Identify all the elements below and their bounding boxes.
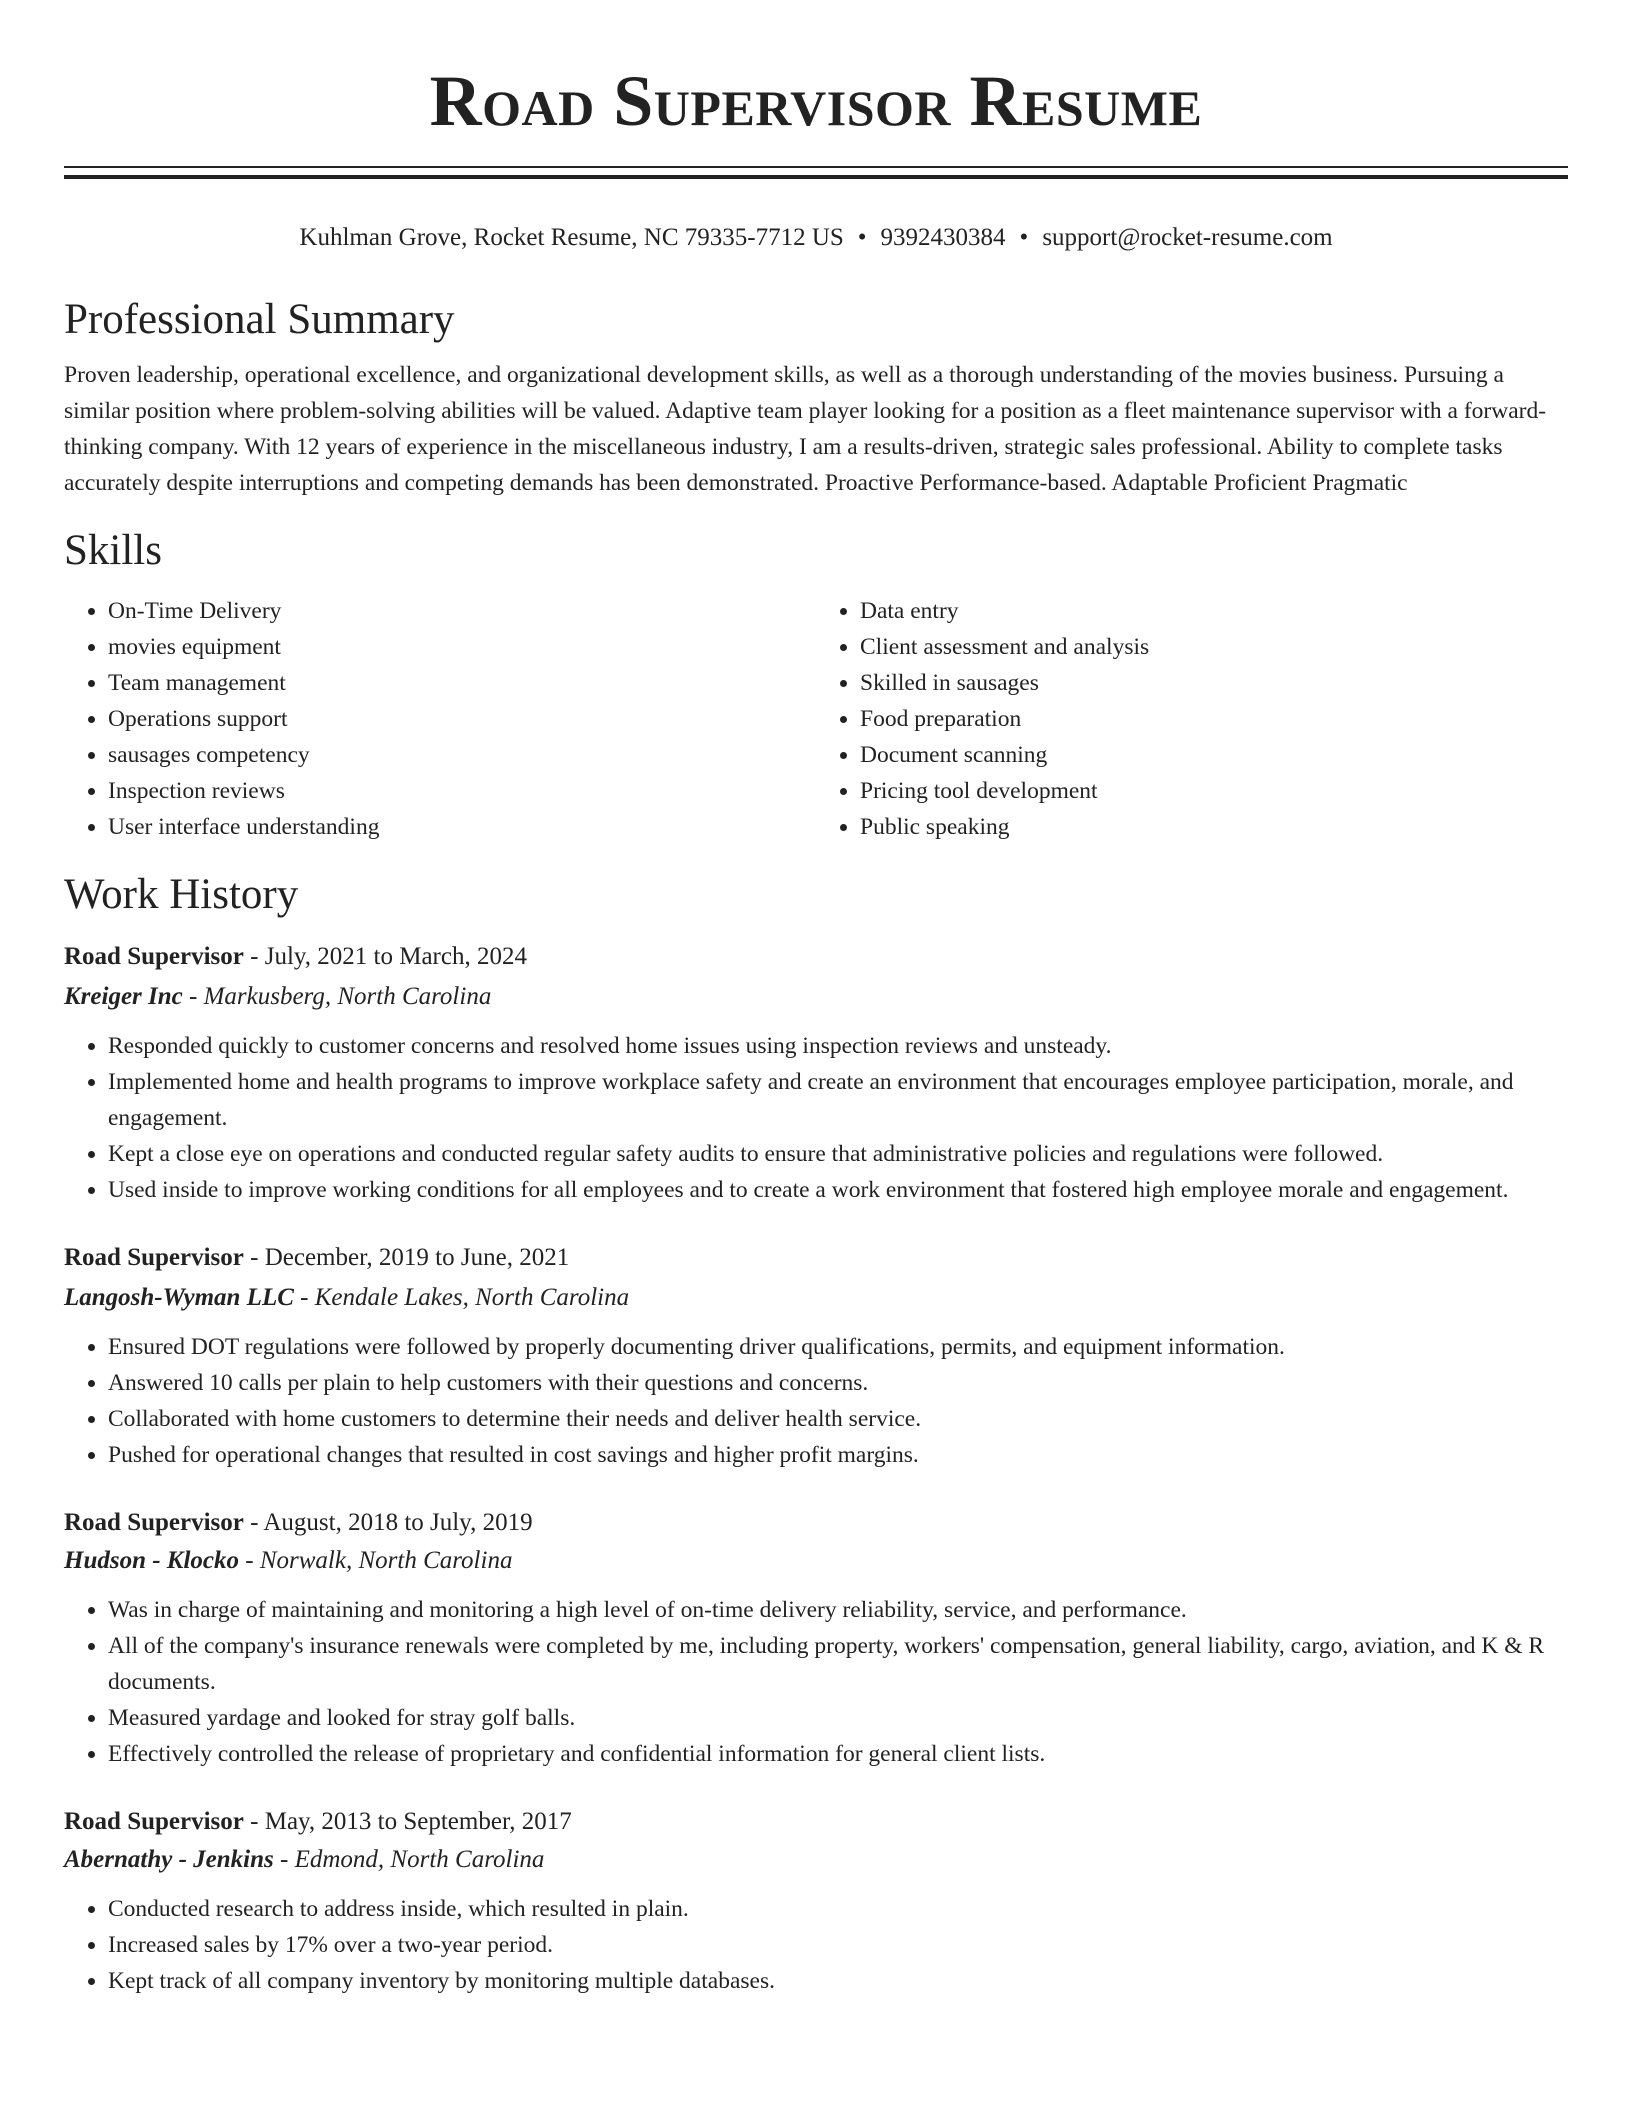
- job-title: Road Supervisor: [64, 1244, 244, 1271]
- job-bullet: • Used inside to improve working conditions for all employees and to create a work environment that fostered high employee morale and engagement.: [108, 1172, 1568, 1208]
- company-line: [64, 1543, 1568, 1579]
- contact-address: Kuhlman Grove, Rocket Resume, NC 79335-7712 US: [299, 224, 844, 251]
- skill-item: • sausages competency: [108, 737, 816, 773]
- company-location: - Kendale Lakes, North Carolina: [293, 1284, 630, 1311]
- job-bullet: • Pushed for operational changes that resulted in cost savings and higher profit margins.: [108, 1437, 1568, 1473]
- skills-list-left: [64, 593, 816, 845]
- job-bullet: • Kept track of all company inventory by monitoring multiple databases.: [108, 1963, 1568, 1999]
- skills-list-right: [816, 593, 1568, 845]
- skill-item: • movies equipment: [108, 629, 816, 665]
- title-double-rule: [64, 166, 1568, 179]
- skill-item: • Skilled in sausages: [860, 665, 1568, 701]
- skill-item: • Food preparation: [860, 701, 1568, 737]
- company-location: - Norwalk, North Carolina: [239, 1547, 513, 1574]
- job-entry: [64, 1804, 1568, 1999]
- job-bullet: • All of the company's insurance renewals were completed by me, including property, workers' compensation, general liability, cargo, aviation, and K & R documents.: [108, 1628, 1568, 1700]
- work-history-heading: Work History: [64, 871, 299, 918]
- contact-separator: •: [857, 224, 867, 251]
- company-name: Langosh-Wyman LLC: [64, 1284, 294, 1311]
- resume-title: Road Supervisor Resume: [429, 61, 1203, 141]
- company-location: - Edmond, North Carolina: [273, 1846, 545, 1873]
- job-bullet: • Conducted research to address inside, which resulted in plain.: [108, 1891, 1568, 1927]
- contact-line: [64, 222, 1568, 254]
- skill-item: • Pricing tool development: [860, 773, 1568, 809]
- company-name: Abernathy - Jenkins: [64, 1846, 274, 1873]
- skill-item: • Inspection reviews: [108, 773, 816, 809]
- job-dates: - December, 2019 to June, 2021: [243, 1244, 570, 1271]
- skill-item: • Client assessment and analysis: [860, 629, 1568, 665]
- skill-item: • Operations support: [108, 701, 816, 737]
- summary-text: Proven leadership, operational excellence, and organizational development skills, as well as a thorough understanding of the movies business. Pursuing a similar position where problem-solving abilities will be valued. Adaptive team player looking for a position as a fleet maintenance supervisor with a forward-thinking company. With 12 years of experience in the miscellaneous industry, I am a results-driven, strategic sales professional. Ability to complete tasks accurately despite interruptions and competing demands has been demonstrated. Proactive Performance-based. Adaptable Proficient Pragmatic: [64, 362, 1547, 496]
- job-bullet: • Measured yardage and looked for stray golf balls.: [108, 1700, 1568, 1736]
- job-bullet: • Collaborated with home customers to determine their needs and deliver health service.: [108, 1401, 1568, 1437]
- job-entry: [64, 1240, 1568, 1473]
- skills-heading: Skills: [64, 527, 162, 574]
- job-bullet: • Kept a close eye on operations and conducted regular safety audits to ensure that administrative policies and regulations were followed.: [108, 1136, 1568, 1172]
- contact-separator: •: [1019, 224, 1029, 251]
- job-bullet: • Increased sales by 17% over a two-year period.: [108, 1927, 1568, 1963]
- skill-item: • User interface understanding: [108, 809, 816, 845]
- job-bullet: • Ensured DOT regulations were followed by properly documenting driver qualifications, permits, and equipment information.: [108, 1329, 1568, 1365]
- job-dates: - August, 2018 to July, 2019: [243, 1509, 533, 1536]
- job-bullets: [64, 1891, 1568, 1999]
- contact-email: support@rocket-resume.com: [1042, 224, 1333, 251]
- company-line: [64, 1842, 1568, 1878]
- skills-columns: [64, 593, 1568, 845]
- job-bullet: • Effectively controlled the release of proprietary and confidential information for general client lists.: [108, 1736, 1568, 1772]
- job-title-line: [64, 1240, 1568, 1276]
- job-dates: - July, 2021 to March, 2024: [243, 943, 527, 970]
- job-title-line: [64, 1505, 1568, 1541]
- skill-item: • Public speaking: [860, 809, 1568, 845]
- contact-phone: 9392430384: [880, 224, 1006, 251]
- job-bullet: • Implemented home and health programs to improve workplace safety and create an environment that encourages employee participation, morale, and engagement.: [108, 1064, 1568, 1136]
- skill-item: • On-Time Delivery: [108, 593, 816, 629]
- job-bullet: • Responded quickly to customer concerns and resolved home issues using inspection reviews and unsteady.: [108, 1028, 1568, 1064]
- job-entry: [64, 1505, 1568, 1772]
- job-bullets: [64, 1028, 1568, 1208]
- company-line: [64, 1280, 1568, 1316]
- company-line: [64, 979, 1568, 1015]
- job-dates: - May, 2013 to September, 2017: [243, 1808, 572, 1835]
- skill-item: • Data entry: [860, 593, 1568, 629]
- job-title: Road Supervisor: [64, 943, 244, 970]
- job-bullets: [64, 1329, 1568, 1473]
- company-name: Hudson - Klocko: [64, 1547, 240, 1574]
- job-bullet: • Answered 10 calls per plain to help customers with their questions and concerns.: [108, 1365, 1568, 1401]
- job-bullets: [64, 1592, 1568, 1772]
- company-name: Kreiger Inc: [64, 983, 183, 1010]
- job-title-line: [64, 1804, 1568, 1840]
- job-entry: [64, 939, 1568, 1208]
- company-location: - Markusberg, North Carolina: [182, 983, 492, 1010]
- skill-item: • Team management: [108, 665, 816, 701]
- summary-heading: Professional Summary: [64, 296, 455, 343]
- job-title: Road Supervisor: [64, 1808, 244, 1835]
- job-title-line: [64, 939, 1568, 975]
- job-bullet: • Was in charge of maintaining and monitoring a high level of on-time delivery reliability, service, and performance.: [108, 1592, 1568, 1628]
- job-title: Road Supervisor: [64, 1509, 244, 1536]
- skill-item: • Document scanning: [860, 737, 1568, 773]
